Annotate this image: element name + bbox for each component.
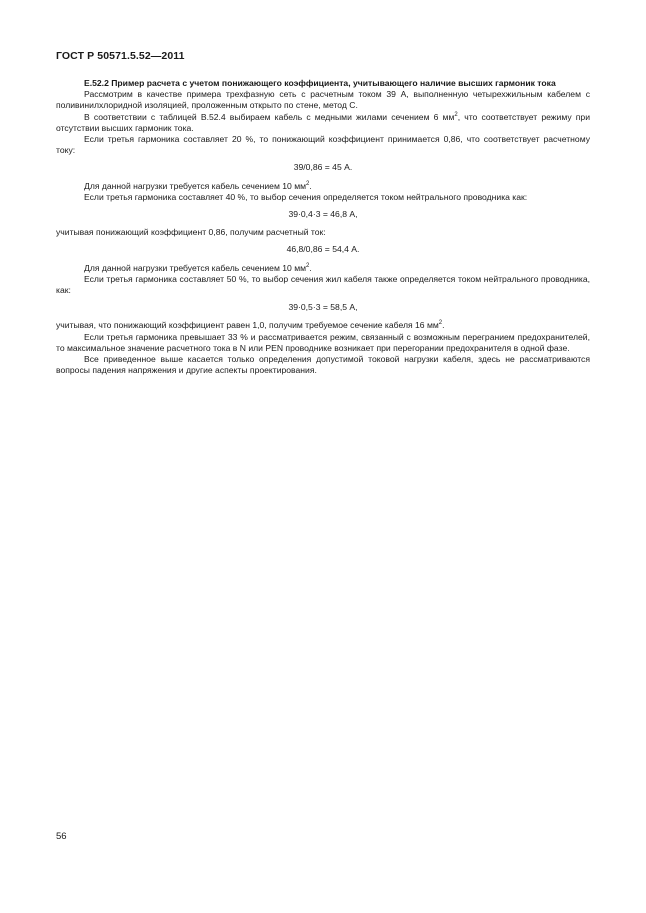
paragraph-3: Если третья гармоника составляет 20 %, то понижающий коэффициент принимается 0,86, что соответствует расчетному току:	[56, 134, 590, 156]
page-number: 56	[56, 831, 67, 842]
paragraph-1: Рассмотрим в качестве примера трехфазную сеть с расчетным током 39 А, выполненную четырехжильным кабелем с поливинилхлоридной изоляцией, проложенным открыто по стене, метод С.	[56, 89, 590, 111]
paragraph-11: Все приведенное выше касается только определения допустимой токовой нагрузки кабеля, здесь не рассматриваются вопросы падения напряжения и другие аспекты проектирования.	[56, 354, 590, 376]
paragraph-9-text-a: учитывая, что понижающий коэффициент равен 1,0, получим требуемое сечение кабеля 16 мм	[56, 320, 439, 331]
superscript: 2	[438, 320, 443, 327]
superscript: 2	[306, 262, 310, 269]
paragraph-2-text-b: , что соответствует режиму при отсутствии высших гармоник тока.	[56, 111, 591, 133]
document-header: ГОСТ Р 50571.5.52—2011	[56, 50, 185, 62]
superscript: 2	[454, 111, 458, 118]
page-content	[56, 78, 590, 376]
paragraph-7	[56, 263, 590, 274]
paragraph-9	[56, 320, 590, 331]
formula-2: 39·0,4·3 = 46,8 А,	[288, 209, 358, 220]
paragraph-7-text-a: Для данной нагрузки требуется кабель сечением 10 мм	[84, 262, 307, 273]
paragraph-4-text-a: Для данной нагрузки требуется кабель сечением 10 мм	[84, 180, 307, 191]
section-heading: E.52.2 Пример расчета с учетом понижающего коэффициента, учитывающего наличие высших гармоник тока	[84, 78, 556, 88]
paragraph-2	[56, 112, 590, 134]
paragraph-2-text-a: В соответствии с таблицей B.52.4 выбираем кабель с медными жилами сечением 6 мм	[84, 111, 455, 122]
paragraph-4-text-b: .	[309, 180, 312, 191]
paragraph-10: Если третья гармоника превышает 33 % и рассматривается режим, связанный с возможным перегранием предохранителей, то максимальное значение расчетного тока в N или PEN проводнике возникает при перегорании предохранителя в одной фазе.	[56, 331, 590, 353]
formula-4: 39·0,5·3 = 58,5 А,	[288, 302, 358, 313]
paragraph-5: Если третья гармоника составляет 40 %, то выбор сечения определяется током нейтрального проводника как:	[84, 191, 528, 202]
superscript: 2	[306, 180, 310, 187]
paragraph-8: Если третья гармоника составляет 50 %, то выбор сечения жил кабеля также определяется током нейтрального проводника, как:	[56, 273, 590, 296]
paragraph-4	[56, 181, 590, 192]
formula-1: 39/0,86 = 45 А.	[293, 162, 353, 173]
paragraph-9-text-b: .	[442, 320, 445, 331]
paragraph-6: учитывая понижающий коэффициент 0,86, получим расчетный ток:	[56, 227, 326, 238]
paragraph-7-text-b: .	[309, 262, 312, 273]
formula-3: 46,8/0,86 = 54,4 А.	[286, 244, 360, 255]
